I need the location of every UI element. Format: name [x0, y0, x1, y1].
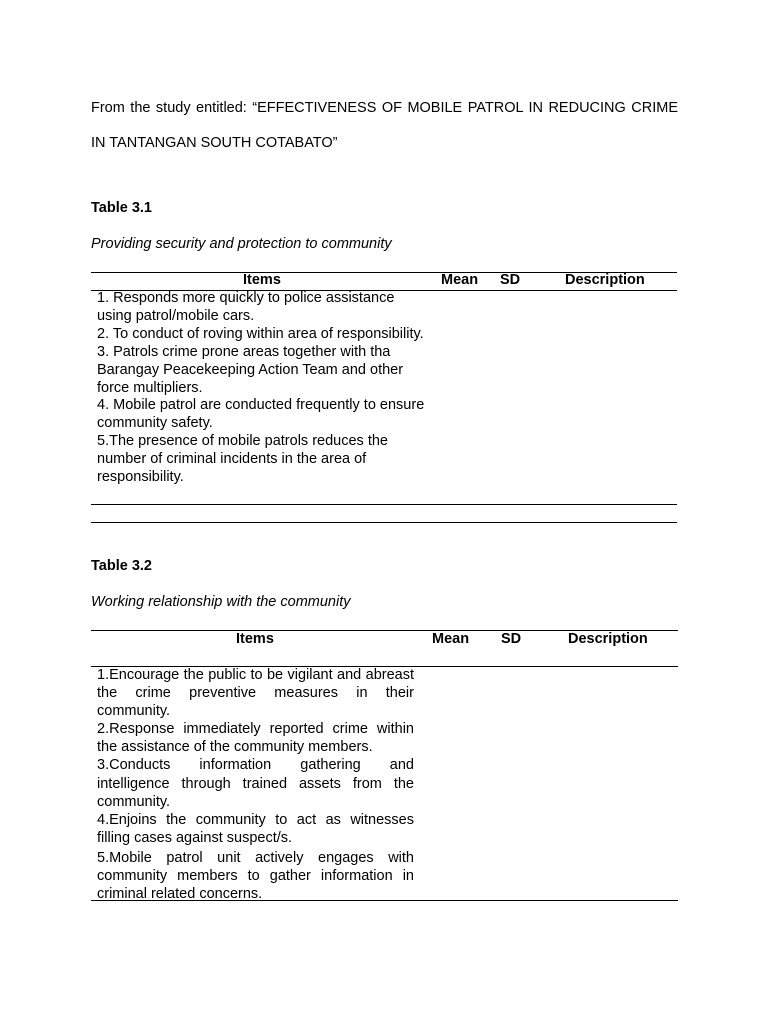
- table-row: 2.Response immediately reported crime within the assistance of the community members.: [97, 721, 414, 756]
- table-row: 4.Enjoins the community to act as witnesses filling cases against suspect/s.: [97, 811, 414, 846]
- table-3-2-label: Table 3.2: [91, 558, 152, 574]
- table-row: 1.Encourage the public to be vigilant and abreast the crime preventive measures in their community.: [97, 667, 414, 720]
- table-row: 2. To conduct of roving within area of responsibility.: [97, 325, 424, 342]
- table-3-1-end-rule: [91, 522, 677, 523]
- table-row: 5.Mobile patrol unit actively engages with community members to gather information in criminal related concerns.: [97, 849, 414, 903]
- table-row: 3.Conducts information gathering and intelligence through trained assets from the community.: [97, 757, 414, 810]
- table-3-1-caption: Providing security and protection to community: [91, 236, 392, 252]
- table-3-1-header-description: Description: [565, 272, 645, 288]
- table-3-1-header-items: Items: [243, 272, 281, 288]
- table-3-1-bottom-rule: [91, 504, 677, 505]
- table-3-2-header-sd: SD: [501, 631, 522, 647]
- table-3-2-items: [97, 666, 414, 903]
- table-row: 3. Patrols crime prone areas together with tha Barangay Peacekeeping Action Team and other force multipliers.: [97, 343, 404, 396]
- table-3-2-header-items: Items: [236, 631, 274, 647]
- table-3-1-label: Table 3.1: [91, 200, 152, 216]
- table-row: 4. Mobile patrol are conducted frequently to ensure community safety.: [97, 397, 425, 432]
- table-3-1-header-sd: SD: [500, 272, 521, 288]
- table-3-2-header-description: Description: [568, 631, 648, 647]
- table-row: 5.The presence of mobile patrols reduces the number of criminal incidents in the area of responsibility.: [97, 433, 388, 486]
- table-3-1-header-mean: Mean: [441, 272, 479, 288]
- table-3-2-caption: Working relationship with the community: [91, 594, 351, 610]
- table-row: 1. Responds more quickly to police assistance using patrol/mobile cars.: [97, 290, 395, 324]
- table-3-2-header-mean: Mean: [432, 631, 470, 647]
- intro-paragraph: From the study entitled: “EFFECTIVENESS OF MOBILE PATROL IN REDUCING CRIME IN TANTANGAN SOUTH COTABATO”: [91, 100, 678, 151]
- table-3-1-items: [97, 290, 427, 487]
- table-3-2-bottom-rule: [91, 900, 678, 901]
